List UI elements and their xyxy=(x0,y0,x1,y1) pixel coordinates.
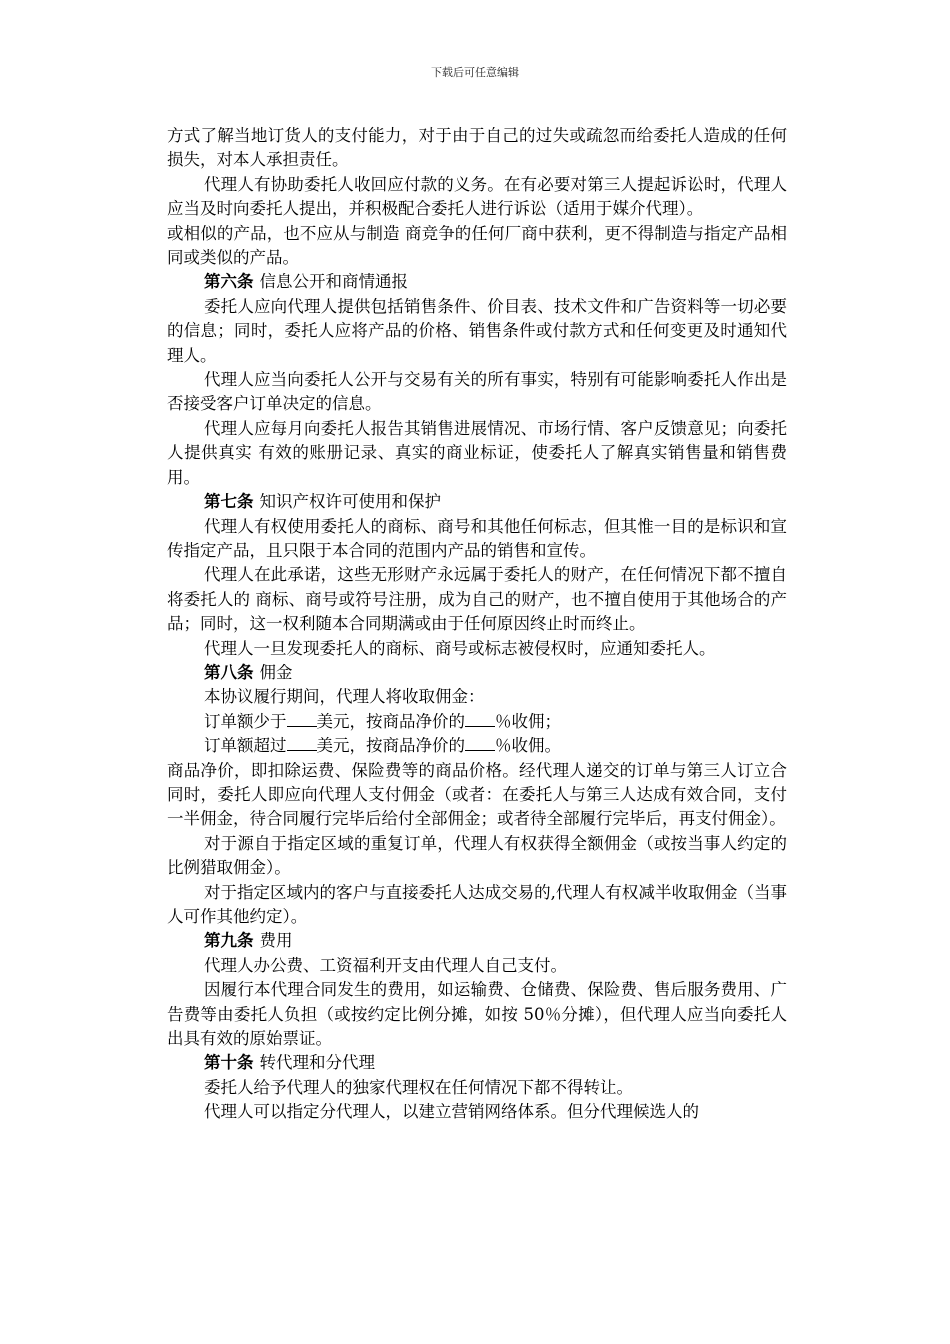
paragraph: 对于指定区域内的客户与直接委托人达成交易的,代理人有权减半收取佣金（当事人可作其他约定）。 xyxy=(167,882,787,926)
blank-fill-line xyxy=(287,712,317,727)
paragraph: 委托人应向代理人提供包括销售条件、价目表、技术文件和广告资料等一切必要的信息；同时，委托人应将产品的价格、销售条件或付款方式和任何变更及时通知代理人。 xyxy=(167,296,787,365)
paragraph: 或相似的产品，也不应从与制造 商竞争的任何厂商中获利，更不得制造与指定产品相同或类似的产品。 xyxy=(167,223,787,268)
article-title: 知识产权许可使用和保护 xyxy=(259,492,441,512)
commission-text: ％收佣； xyxy=(495,711,561,731)
commission-text: 美元，按商品净价的 xyxy=(316,736,465,756)
blank-fill-line xyxy=(465,712,495,727)
commission-text: 美元，按商品净价的 xyxy=(316,711,465,731)
commission-line-below xyxy=(167,710,787,734)
article-heading-8 xyxy=(167,661,787,685)
paragraph: 本协议履行期间，代理人将收取佣金： xyxy=(204,687,485,707)
article-number: 第十条 xyxy=(204,1053,254,1073)
article-number: 第六条 xyxy=(204,272,254,292)
paragraph: 代理人应每月向委托人报告其销售进展情况、市场行情、客户反馈意见；向委托人提供真实 有效的账册记录、真实的商业标证，使委托人了解真实销售量和销售费用。 xyxy=(167,418,787,487)
article-title: 佣金 xyxy=(259,662,293,682)
article-title: 转代理和分代理 xyxy=(259,1053,375,1073)
paragraph: 委托人给予代理人的独家代理权在任何情况下都不得转让。 xyxy=(204,1077,633,1097)
paragraph: 代理人有权使用委托人的商标、商号和其他任何标志，但其惟一目的是标识和宣传指定产品，且只限于本合同的范围内产品的销售和宣传。 xyxy=(167,516,787,560)
commission-line-above xyxy=(167,734,787,758)
blank-fill-line xyxy=(465,736,495,751)
paragraph: 方式了解当地订货人的支付能力，对于由于自己的过失或疏忽而给委托人造成的任何损失，对本人承担责任。 xyxy=(167,126,787,170)
paragraph: 代理人可以指定分代理人，以建立营销网络体系。但分代理候选人的 xyxy=(204,1102,699,1122)
paragraph: 代理人应当向委托人公开与交易有关的所有事实，特别有可能影响委托人作出是否接受客户订单决定的信息。 xyxy=(167,370,787,414)
paragraph: 代理人在此承诺，这些无形财产永远属于委托人的财产，在任何情况下都不擅自将委托人的 商标、商号或符号注册，成为自己的财产，也不擅自使用于其他场合的产品；同时，这一权利随本合同期满或由于任何原因终止时而终止。 xyxy=(167,565,787,634)
commission-text: 订单额超过 xyxy=(204,736,287,756)
paragraph: 对于源自于指定区域的重复订单，代理人有权获得全额佣金（或按当事人约定的比例猎取佣金）。 xyxy=(167,833,787,878)
article-number: 第九条 xyxy=(204,931,254,951)
article-number: 第八条 xyxy=(204,662,254,682)
paragraph: 代理人一旦发现委托人的商标、商号或标志被侵权时，应通知委托人。 xyxy=(204,638,716,658)
commission-text: ％收佣。 xyxy=(495,736,561,756)
blank-fill-line xyxy=(287,736,317,751)
commission-text: 订单额少于 xyxy=(204,711,287,731)
article-title: 费用 xyxy=(259,931,293,951)
article-heading-10 xyxy=(167,1051,787,1075)
document-body xyxy=(167,124,787,1125)
article-heading-7 xyxy=(167,490,787,514)
article-number: 第七条 xyxy=(204,492,254,512)
article-title: 信息公开和商情通报 xyxy=(259,272,408,292)
paragraph: 商品净价，即扣除运费、保险费等的商品价格。经代理人递交的订单与第三人订立合同时，委托人即应向代理人支付佣金（或者：在委托人与第三人达成有效合同，支付一半佣金，待合同履行完毕后给付全部佣金；或者待全部履行完毕后，再支付佣金）。 xyxy=(167,760,787,829)
page-header-note: 下载后可任意编辑 xyxy=(431,66,519,79)
article-heading-6 xyxy=(167,270,787,294)
paragraph: 代理人办公费、工资福利开支由代理人自己支付。 xyxy=(204,955,567,975)
article-heading-9 xyxy=(167,929,787,953)
paragraph: 代理人有协助委托人收回应付款的义务。在有必要对第三人提起诉讼时，代理人应当及时向委托人提出，并积极配合委托人进行诉讼（适用于媒介代理）。 xyxy=(167,174,787,219)
paragraph: 因履行本代理合同发生的费用，如运输费、仓储费、保险费、售后服务费用、广告费等由委托人负担（或按约定比例分摊，如按 50％分摊），但代理人应当向委托人出具有效的原始票证。 xyxy=(167,980,787,1049)
